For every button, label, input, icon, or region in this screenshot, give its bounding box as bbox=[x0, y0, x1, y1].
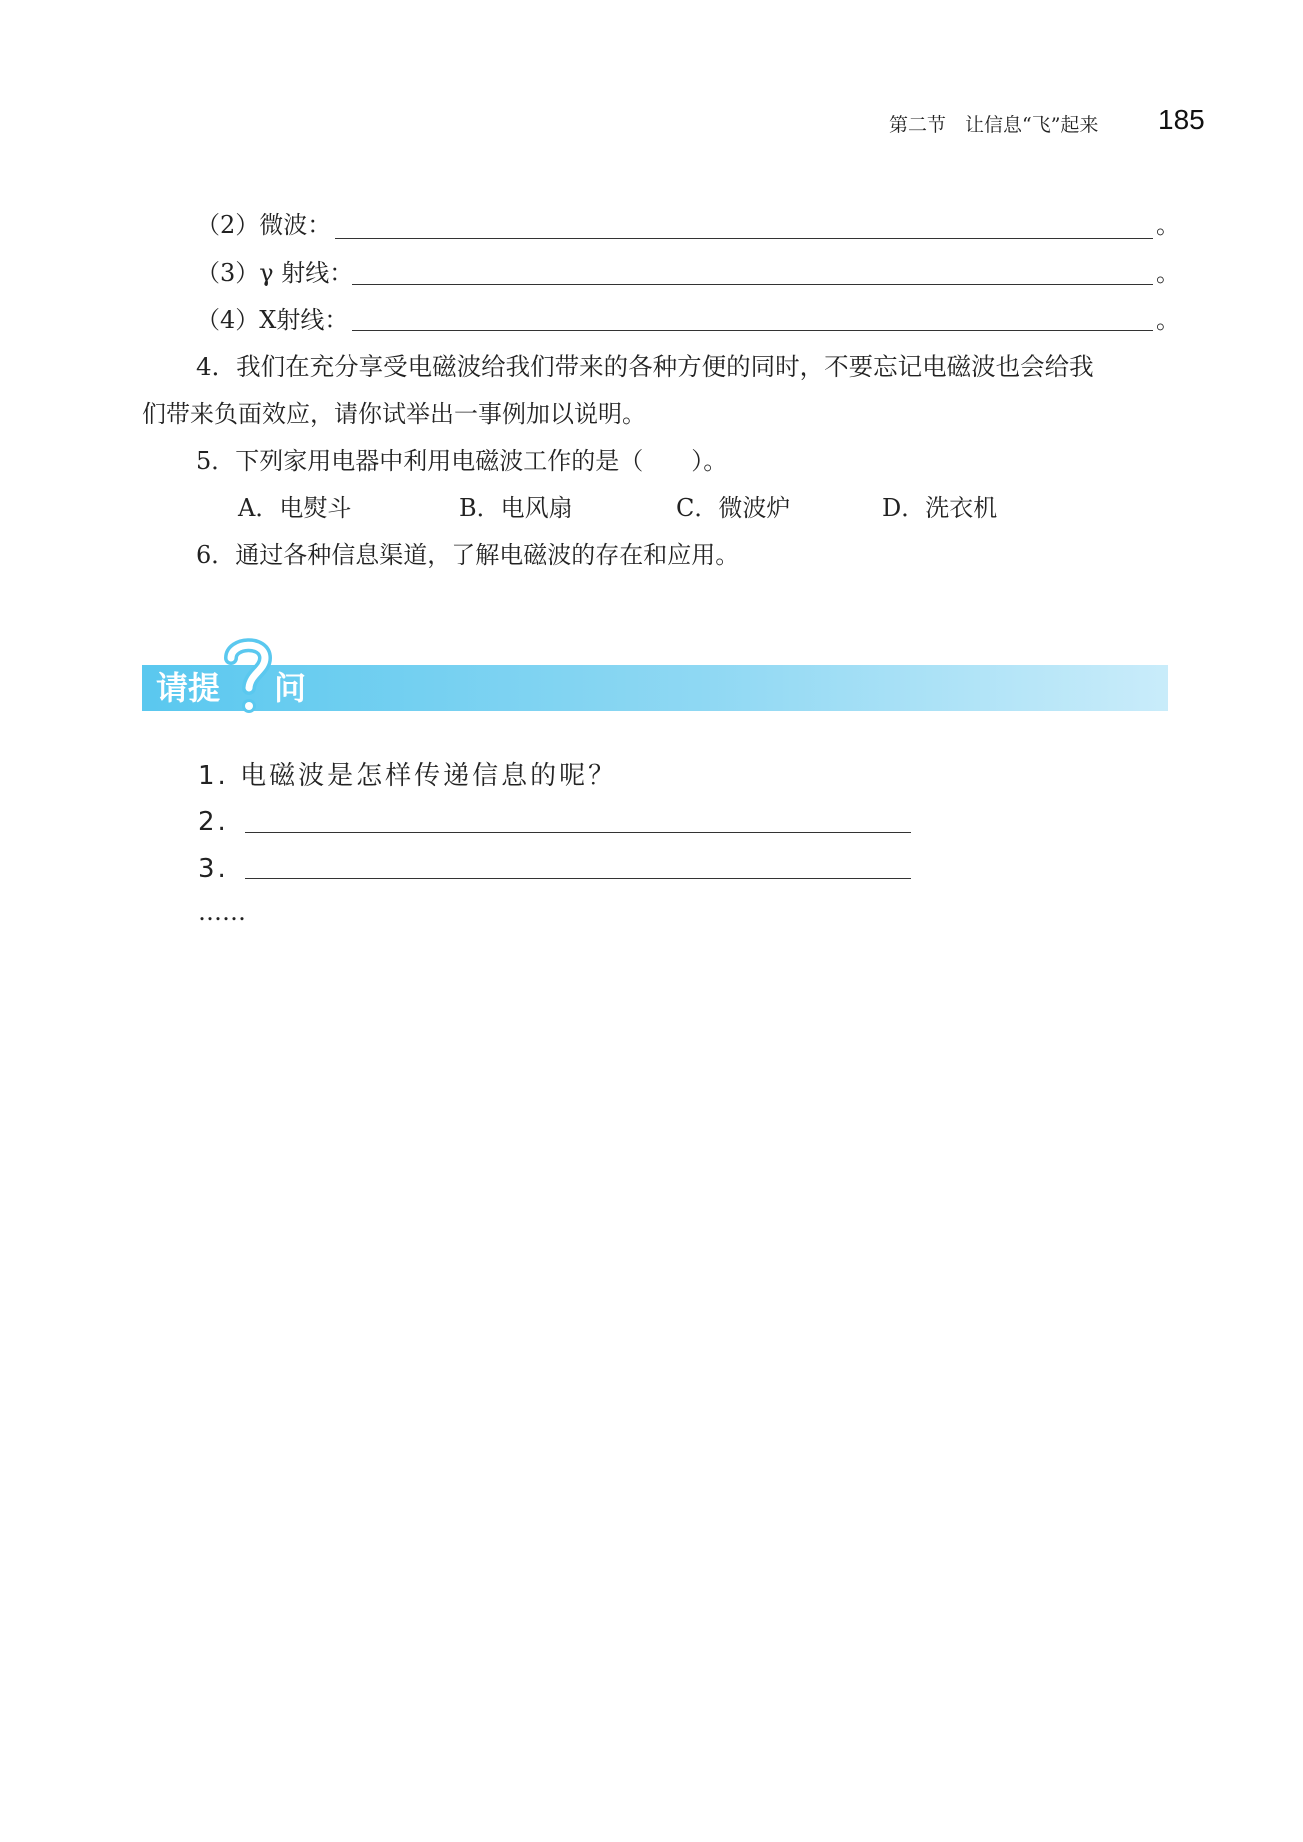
option-d[interactable]: D．洗衣机 bbox=[882, 494, 998, 522]
item-2-end: 。 bbox=[1156, 211, 1180, 239]
question-mark-icon bbox=[222, 636, 274, 720]
ask-question-1: 1. 电磁波是怎样传递信息的呢？ bbox=[198, 761, 618, 791]
ask-question-3-label: 3. bbox=[198, 854, 229, 884]
item-4-answer-line[interactable] bbox=[352, 330, 1153, 331]
option-c[interactable]: C．微波炉 bbox=[676, 494, 791, 522]
banner-text-part-2: 问 bbox=[274, 669, 307, 707]
item-2-answer-line[interactable] bbox=[335, 238, 1153, 239]
item-3-end: 。 bbox=[1156, 259, 1180, 287]
option-a[interactable]: A．电熨斗 bbox=[238, 494, 352, 522]
item-2-label: （2）微波： bbox=[196, 211, 332, 239]
ask-question-3-line[interactable] bbox=[245, 878, 911, 879]
question-4-line-1: 4．我们在充分享受电磁波给我们带来的各种方便的同时，不要忘记电磁波也会给我 bbox=[196, 352, 1094, 381]
page-number: 185 bbox=[1158, 104, 1205, 135]
question-5: 5．下列家用电器中利用电磁波工作的是（ ）。 bbox=[196, 447, 728, 475]
question-6: 6．通过各种信息渠道，了解电磁波的存在和应用。 bbox=[196, 541, 740, 569]
item-4-label: （4）X射线： bbox=[196, 306, 349, 334]
section-title: 第二节 让信息“飞”起来 bbox=[889, 114, 1099, 136]
ellipsis: …… bbox=[198, 898, 246, 926]
question-4-line-2: 们带来负面效应，请你试举出一事例加以说明。 bbox=[142, 400, 646, 428]
item-3-answer-line[interactable] bbox=[352, 284, 1153, 285]
ask-question-2-label: 2. bbox=[198, 807, 229, 837]
ask-question-2-line[interactable] bbox=[245, 832, 911, 833]
item-4-end: 。 bbox=[1156, 306, 1180, 334]
option-b[interactable]: B．电风扇 bbox=[459, 494, 573, 522]
banner-text-part-1: 请提 bbox=[156, 669, 221, 707]
item-3-label: （3）γ 射线： bbox=[196, 259, 354, 287]
